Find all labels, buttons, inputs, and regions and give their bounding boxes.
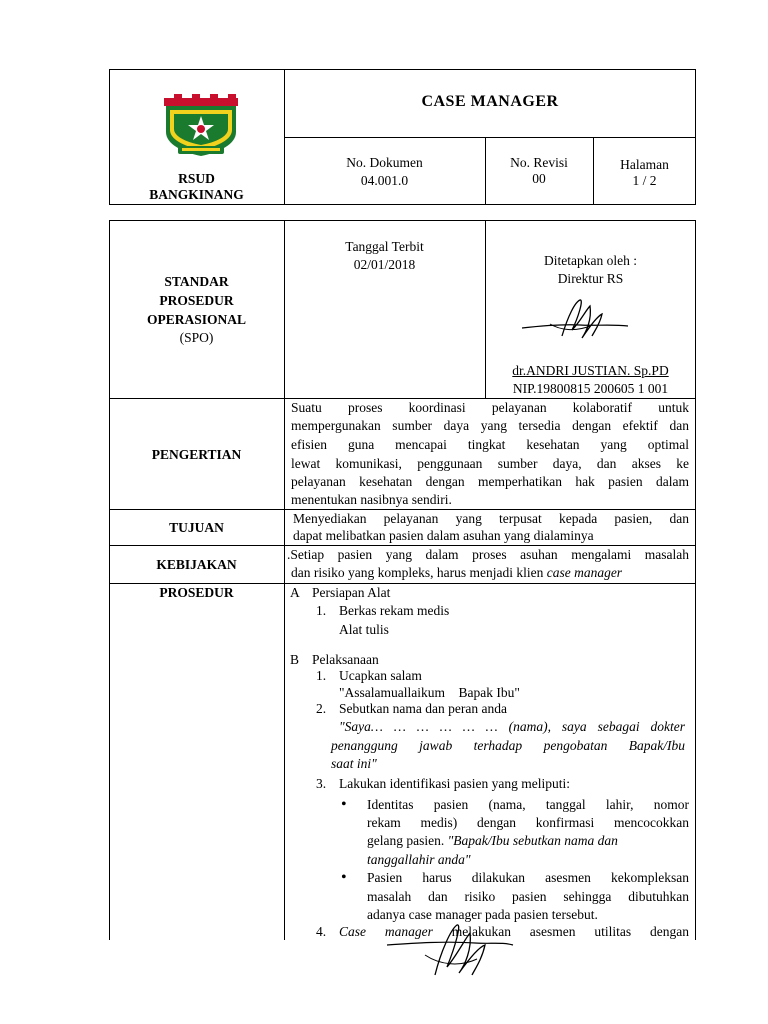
step-b-marker: B [290, 652, 300, 667]
signer-name: dr.ANDRI JUSTIAN. Sp.PD [512, 363, 669, 378]
step-b2-number: 2. [316, 701, 327, 716]
step-b2-quote-2: penanggung jawab terhadap pengobatan Bapak/Ibu [331, 738, 685, 753]
pengertian-line-3: efisien guna mencapai tingkat kesehatan yang optimal [291, 437, 689, 452]
revision-label: No. Revisi [510, 155, 568, 170]
step-b1-line1: Ucapkan salam [339, 668, 422, 683]
step-b1-line2: "Assalamuallaikum Bapak Ibu" [339, 685, 520, 700]
approved-by-role: Direktur RS [557, 271, 624, 286]
kebijakan-line-2: dan risiko yang kompleks, harus menjadi klien case manager [291, 565, 623, 580]
bullet-1-line2: rekam medis) dengan konfirmasi mencocokkan [367, 815, 689, 830]
step-b3-line1: Lakukan identifikasi pasien yang meliputi: [339, 776, 570, 791]
step-b3-number: 3. [316, 776, 327, 791]
step-a-marker: A [290, 585, 300, 600]
pengertian-line-1: Suatu proses koordinasi pelayanan kolaboratif untuk [291, 400, 689, 415]
spo-title-line3: OPERASIONAL [146, 312, 246, 327]
pengertian-line-6: menentukan nasibnya sendiri. [291, 492, 452, 507]
bullet-2-line2: masalah dan risiko pasien sehingga dibutuhkan [367, 889, 689, 904]
doc-number-value: 04.001.0 [360, 173, 409, 188]
pengertian-line-4: lewat komunikasi, penggunaan sumber daya, dan akses ke [291, 456, 689, 471]
hospital-name-line1: RSUD [178, 171, 215, 186]
bullet-1-line3: gelang pasien. "Bapak/Ibu sebutkan nama dan [367, 833, 618, 848]
spo-title-line2: PROSEDUR [159, 293, 234, 308]
tujuan-line-1: Menyediakan pelayanan yang terpusat kepada pasien, dan [293, 511, 689, 526]
bullet-2-line3: adanya case manager pada pasien tersebut. [367, 907, 598, 922]
pengertian-line-2: mempergunakan sumber daya yang tersedia dengan efektif dan [291, 418, 689, 433]
issued-date-label: Tanggal Terbit [345, 239, 424, 254]
bullet-1-line1: • Identitas pasien (nama, tanggal lahir, nomor [367, 796, 689, 814]
spo-title-line4: (SPO) [179, 330, 214, 345]
step-b2-quote-1: "Saya… … … … … … (nama), saya sebagai dokter [339, 719, 685, 734]
issued-date-value: 02/01/2018 [353, 257, 416, 272]
tujuan-label: TUJUAN [169, 520, 224, 535]
step-a-title: Persiapan Alat [312, 585, 391, 600]
hospital-crest-icon [160, 92, 242, 158]
approved-by-label: Ditetapkan oleh : [544, 253, 637, 268]
signature-scribble-icon [520, 296, 630, 346]
step-a1-number: 1. [316, 603, 327, 618]
prosedur-label: PROSEDUR [159, 585, 234, 600]
spo-title-line1: STANDAR [164, 274, 229, 289]
document-title: CASE MANAGER [421, 93, 559, 110]
signature-scribble-icon [385, 915, 515, 985]
step-a1-line1: Berkas rekam medis [339, 603, 450, 618]
hospital-name-line2: BANGKINANG [149, 187, 244, 202]
page-value: 1 / 2 [632, 173, 657, 188]
signer-nip: NIP.19800815 200605 1 001 [512, 381, 669, 396]
doc-number-label: No. Dokumen [346, 155, 423, 170]
step-b2-quote-3: saat ini" [331, 756, 377, 771]
step-b2-line1: Sebutkan nama dan peran anda [339, 701, 507, 716]
bullet-1-line4: tanggallahir anda" [367, 852, 471, 867]
step-a1-line2: Alat tulis [339, 622, 389, 637]
step-b1-number: 1. [316, 668, 327, 683]
tujuan-line-2: dapat melibatkan pasien dalam asuhan yang dialaminya [293, 528, 594, 543]
step-b-title: Pelaksanaan [312, 652, 379, 667]
pengertian-label: PENGERTIAN [151, 447, 242, 462]
kebijakan-line-1: .Setiap pasien yang dalam proses asuhan mengalami masalah [287, 547, 689, 562]
pengertian-line-5: pelayanan kesehatan dengan memperhatikan hak pasien dalam [291, 474, 689, 489]
step-b4-number: 4. [316, 924, 327, 939]
bullet-2-line1: • Pasien harus dilakukan asesmen kekompleksan [367, 869, 689, 887]
step-b4-line1: Case manager melakukan asesmen utilitas dengan [339, 924, 689, 939]
kebijakan-label: KEBIJAKAN [156, 557, 237, 572]
page-label: Halaman [620, 157, 669, 172]
revision-value: 00 [532, 171, 546, 186]
